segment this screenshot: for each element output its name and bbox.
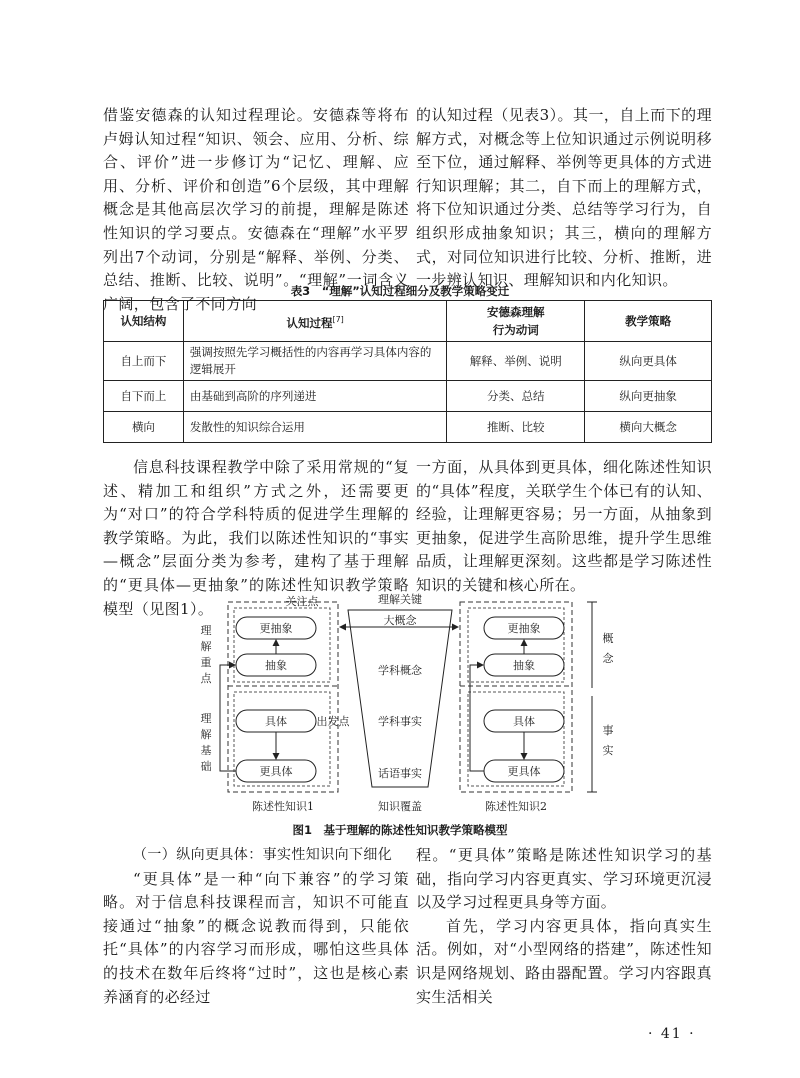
figure-label: 理 xyxy=(200,624,212,637)
node-label: 更具体 xyxy=(259,765,293,778)
page-number: · 41 · xyxy=(648,1026,696,1042)
funnel-level: 学科事实 xyxy=(378,715,422,728)
table-row xyxy=(104,342,712,381)
figure-label: 点 xyxy=(200,672,212,685)
funnel-level: 学科概念 xyxy=(378,664,422,677)
cell: 横向大概念 xyxy=(585,412,712,443)
figure-label: 事 xyxy=(602,724,614,737)
figure-label: 解 xyxy=(200,728,212,741)
cell: 纵向更抽象 xyxy=(585,381,712,412)
node-label: 抽象 xyxy=(513,659,535,672)
citation-ref: [7] xyxy=(332,314,344,324)
figure-1-diagram xyxy=(190,592,620,818)
section-subheading: （一）纵向更具体：事实性知识向下细化 xyxy=(133,847,393,863)
figure-label: 实 xyxy=(602,744,614,757)
header-cognitive-process: 认知过程[7] xyxy=(183,301,447,342)
node-label: 抽象 xyxy=(265,659,287,672)
table-row xyxy=(104,412,712,443)
figure-label: 理 xyxy=(200,712,212,725)
table-3 xyxy=(103,300,712,443)
body-text-bottom-right xyxy=(416,844,712,1009)
body-text-top-right xyxy=(416,104,712,293)
funnel-level: 大概念 xyxy=(383,614,417,627)
header-anderson-verbs: 安德森理解 行为动词 xyxy=(447,301,585,342)
body-text-bottom-left xyxy=(103,844,409,1009)
cell: 强调按照先学习概括性的内容再学习具体内容的逻辑展开 xyxy=(183,342,447,381)
cell: 横向 xyxy=(104,412,184,443)
cell: 自下而上 xyxy=(104,381,184,412)
funnel-level: 话语事实 xyxy=(378,767,422,780)
start-point-label: 出发点 xyxy=(316,715,350,728)
node-label: 具体 xyxy=(513,715,535,728)
cell: 发散性的知识综合运用 xyxy=(183,412,447,443)
figure-label: 础 xyxy=(200,760,212,773)
cell: 纵向更具体 xyxy=(585,342,712,381)
knowledge-funnel xyxy=(348,610,452,787)
header-cognitive-structure: 认知结构 xyxy=(104,301,184,342)
figure-label: 概 xyxy=(602,632,614,645)
paragraph: 的认知过程（见表3）。其一，自上而下的理解方式，对概念等上位知识通过示例说明移至下位，通过解释、举例等更具体的方式进行知识理解；其二，自下而上的理解方式，将下位知识通过分类、总结等学习行为，自组织形成抽象知识；其三，横向的理解方式，对同位知识进行比较、分析、推断，进一步辨认知识、理解知识和内化知识。 xyxy=(416,106,712,290)
cell: 由基础到高阶的序列递进 xyxy=(183,381,447,412)
cell: 推断、比较 xyxy=(447,412,585,443)
header-teaching-strategy: 教学策略 xyxy=(585,301,712,342)
node-label: 具体 xyxy=(265,715,287,728)
knowledge-coverage-label: 知识覆盖 xyxy=(378,800,422,813)
cell: 解释、举例、说明 xyxy=(447,342,585,381)
paragraph: 借鉴安德森的认知过程理论。安德森等将布卢姆认知过程“知识、领会、应用、分析、综合、评价”进一步修订为“记忆、理解、应用、分析、评价和创造”6个层级，其中理解概念是其他高层次学习的前提，理解是陈述性知识的学习要点。安德森在“理解”水平罗列出7个动词，分别是“解释、举例、分类、总结、推断、比较、说明”。“理解”一词含义广阔，包含了不同方向 xyxy=(103,106,409,313)
figure-caption: 图1 基于理解的陈述性知识教学策略模型 xyxy=(292,823,508,837)
right-box-label: 陈述性知识2 xyxy=(485,800,547,813)
table-header-row xyxy=(104,301,712,342)
focus-point-label: 关注点 xyxy=(285,595,319,608)
node-label: 更抽象 xyxy=(259,622,293,635)
cell: 自上而下 xyxy=(104,342,184,381)
paragraph: “更具体”是一种“向下兼容”的学习策略。对于信息科技课程而言，知识不可能直接通过“抽象”的概念说教而得到，只能依托“具体”的内容学习而形成，哪怕这些具体的技术在数年后终将“过时”，这也是核心素养涵育的必经过 xyxy=(103,869,409,1006)
figure-label: 念 xyxy=(602,652,614,665)
table-caption: 表3 “理解”认知过程细分及教学策略变迁 xyxy=(290,284,510,298)
left-box-label: 陈述性知识1 xyxy=(252,800,314,813)
figure-label: 重 xyxy=(200,656,212,669)
understanding-key-label: 理解关键 xyxy=(378,593,422,606)
node-label: 更具体 xyxy=(507,765,541,778)
paragraph: 首先，学习内容更具体，指向真实生活。例如，对“小型网络的搭建”，陈述性知识是网络规划、路由器配置。学习内容跟真实生活相关 xyxy=(416,916,712,1006)
figure-label: 基 xyxy=(200,744,212,757)
cell: 分类、总结 xyxy=(447,381,585,412)
paragraph: 程。“更具体”策略是陈述性知识学习的基础，指向学习内容更真实、学习环境更沉浸以及学习过程更具身等方面。 xyxy=(416,846,712,912)
node-label: 更抽象 xyxy=(507,622,541,635)
paragraph: 一方面，从具体到更具体，细化陈述性知识的“具体”程度，关联学生个体已有的认知、经验，让理解更容易；另一方面，从抽象到更抽象，促进学生高阶思维，提升学生思维品质，让理解更深刻。这些都是学习陈述性知识的关键和核心所在。 xyxy=(416,458,712,594)
table-row xyxy=(104,381,712,412)
paragraph: 信息科技课程教学中除了采用常规的“复述、精加工和组织”方式之外，还需要更为“对口”的符合学科特质的促进学生理解的教学策略。为此，我们以陈述性知识的“事实—概念”层面分类为参考，建构了基于理解的“更具体—更抽象”的陈述性知识教学策略模型（见图1）。 xyxy=(103,458,409,618)
body-text-mid-right xyxy=(416,456,712,598)
figure-label: 解 xyxy=(200,640,212,653)
